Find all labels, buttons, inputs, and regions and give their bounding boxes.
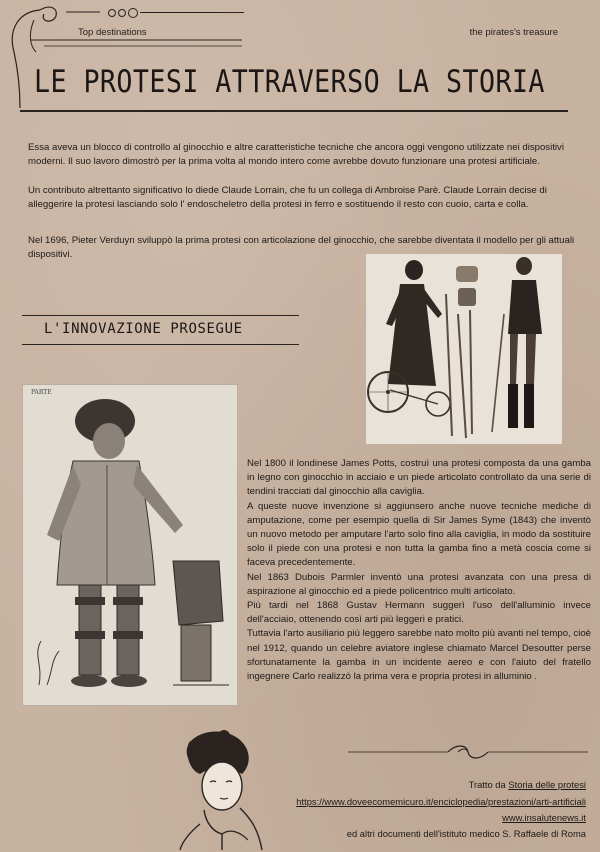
engraving-image — [22, 384, 238, 706]
body-paragraph-2: A queste nuove invenzione si aggiunsero anche nuove tecniche mediche di amputazione, come per esempio quella di Sir James Syme (1843) che inventò un nuovo metodo per amputare l'arto solo fino alla caviglia, in modo da sostituire solo il piede con una protesi e non tutta la gamba fino a metà coscia come si faceva precedentemente. — [247, 500, 591, 569]
source-link[interactable]: Storia delle protesi — [508, 779, 586, 790]
header-left-label: Top destinations — [78, 27, 147, 38]
prosthetic-leg-engraving-icon — [23, 385, 237, 705]
dot-icon — [118, 9, 126, 17]
credit-url-1[interactable] — [296, 795, 586, 808]
url-link-1[interactable]: https://www.doveecomemicuro.it/enciclopedia/prestazioni/arti-artificiali — [296, 796, 586, 807]
engraving-caption: PARTE — [31, 389, 52, 396]
credit-prefix: Tratto da — [468, 779, 509, 790]
intro-paragraph-2: Un contributo altrettanto significativo lo diede Claude Lorrain, che fu un collega di Ambroise Parè. Claude Lorrain decise di alleggerire la protesi lasciando solo l' endoscheletro della protesi in ferro e sostituendo il resto con cuoio, carta e colla. — [28, 185, 547, 211]
section-rule-top — [22, 315, 299, 316]
header-right-label: the pirates's treasure — [469, 27, 558, 38]
body-text — [247, 457, 591, 684]
credit-note: ed altri documenti dell'istituto medico S. Raffaele di Roma — [346, 828, 586, 839]
page-title: LE PROTESI ATTRAVERSO LA STORIA — [34, 64, 545, 100]
divider-ornament-icon — [348, 744, 588, 760]
dot-icon — [108, 9, 116, 17]
body-paragraph-4: Più tardi nel 1868 Gustav Hermann suggerì l'uso dell'alluminio invece dell'acciaio, ottenendo così arti più leggeri e pratici. — [247, 600, 591, 626]
url-link-2[interactable]: www.insalutenews.it — [502, 812, 586, 823]
section-rule-bottom — [22, 344, 299, 345]
lady-portrait-illustration — [170, 728, 266, 850]
flourish-ornament-icon — [0, 0, 260, 120]
victorian-prosthesis-illustration — [366, 254, 562, 444]
body-paragraph-3: Nel 1863 Dubois Parmler inventò una protesi avanzata con una presa di aspirazione al ginocchio ed a piede policentrico multi articolato. — [247, 571, 591, 597]
credit-source — [469, 778, 586, 791]
title-rule — [20, 110, 568, 112]
intro-paragraph-1: Essa aveva un blocco di controllo al ginocchio e altre caratteristiche tecniche che ancora oggi vengono utilizzate nei dispositivi moderni. Il suo lavoro dimostrò per la prima volta al mondo intero come avrebbe dovuto funzionare una protesi artificiale. — [28, 142, 564, 168]
dot-icon — [128, 8, 138, 18]
credit-url-2[interactable] — [502, 811, 586, 824]
intro-paragraph-3: Nel 1696, Pieter Verduyn sviluppò la prima protesi con articolazione del ginocchio, che sarebbe diventata il modello per gli attuali dispositivi. — [28, 235, 575, 261]
section-heading: L'INNOVAZIONE PROSEGUE — [44, 321, 243, 337]
body-paragraph-1: Nel 1800 il londinese James Potts, costruì una protesi composta da una gamba in legno con ginocchio in acciaio e un piede articolato controllato da una serie di tendini tracciati dal ginocchio alla caviglia. — [247, 458, 591, 498]
header-rule — [140, 12, 244, 13]
body-paragraph-5: Tuttavia l'arto ausiliario più leggero sarebbe nato molto più avanti nel tempo, cioè nel 1912, quando un celebre aviatore inglese chiamato Marcel Desoutter perse sfortunatamente la gamba in un incidente aereo e con l'aiuto del fratello ingegnere Carlo realizzò la prima vera e propria protesi in alluminio . — [247, 628, 591, 683]
